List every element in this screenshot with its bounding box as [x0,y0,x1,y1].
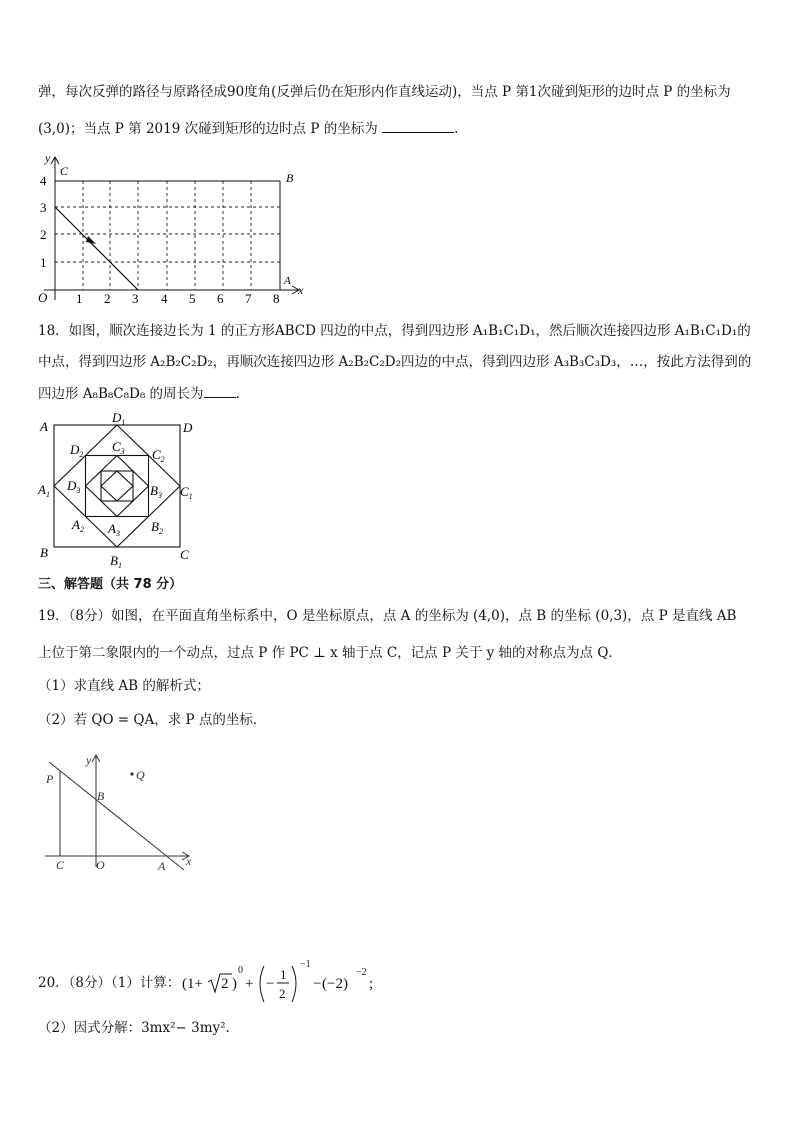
term1-close: ) [232,976,237,992]
square-A5B5C5D5 [101,471,133,501]
label-D1: $D_1$ [112,410,126,427]
answer-blank-17[interactable] [382,118,454,133]
label-A2: $A_2$ [72,517,84,534]
label-A: A [40,419,48,434]
q17-line2-text: ；当点 P 第 2019 次碰到矩形的边时点 P 的坐标为 [70,121,378,137]
label-B3: $B_3$ [150,483,162,500]
q20-part2: （2）因式分解：3mx²− 3my². [38,1020,230,1036]
square-A2B2C2D2 [86,456,149,517]
expression-end: ; [369,976,374,992]
minus-sign: − [313,976,322,992]
point-Q [130,772,133,775]
path-segment [55,207,138,290]
label-A1: $A_1$ [38,482,50,499]
x-tick-8: 8 [273,291,280,306]
q17-line2 [38,118,458,139]
q19-line1: 19．（8分）如图，在平面直角坐标系中，O 是坐标原点，点 A 的坐标为 (4,0)，点 B 的坐标 (0,3)，点 P 是直线 AB [38,608,737,624]
term3-exponent: −2 [356,967,367,978]
line-AB [49,762,184,870]
section-heading: 三、解答题（共 78 分） [38,577,183,592]
q18-period: . [235,386,240,402]
label-B1: $B_1$ [110,553,122,570]
term1-open: (1+ [182,976,203,992]
figure-19-coordinate [40,752,210,877]
label-B: B [40,545,48,560]
q18-line1: 18．如图，顺次连接边长为 1 的正方形ABCD 四边的中点，得到四边形 A₁B₁C₁D₁，然后顺次连接四边形 A₁B₁C₁D₁的 [38,323,751,339]
figure-17-grid [30,150,320,310]
square-A4B4C4D4 [101,471,133,501]
x-tick-1: 1 [76,291,83,306]
q17-line1: 弹，每次反弹的路径与原路径成90度角(反弹后仍在矩形内作直线运动)，当点 P 第1次碰到矩形的边时点 P 的坐标为 [38,84,731,100]
label-D3: $D_3$ [67,478,81,495]
fraction-denominator: 2 [279,986,286,1001]
rectangle-OABC [55,181,280,290]
figure-18-nested-squares [30,410,210,572]
x-tick-4: 4 [161,291,168,306]
q19-part2: （2）若 QO = QA，求 P 点的坐标． [38,712,267,728]
left-paren-large [260,966,264,1002]
q19-part1: （1）求直线 AB 的解析式； [38,678,210,694]
label-C3: $C_3$ [112,439,125,456]
fraction-numerator: 1 [280,967,287,982]
x-axis-label: x [298,283,304,297]
label-A: A [158,859,166,873]
label-D2: $D_2$ [70,442,84,459]
y-tick-labels [40,173,47,270]
x-tick-6: 6 [217,291,224,306]
y-label: y [86,753,92,767]
x-tick-3: 3 [132,291,139,306]
label-C: C [56,858,65,872]
y-tick-2: 2 [40,227,47,242]
x-tick-5: 5 [189,291,196,306]
plus-sign: + [245,976,254,992]
label-D: D [183,420,193,435]
label-B: B [97,789,105,803]
q18-line2: 中点，得到四边形 A₂B₂C₂D₂，再顺次连接四边形 A₂B₂C₂D₂四边的中点，得到四边形 A₃B₃C₃D₃，…，按此方法得到的 [38,354,752,370]
label-B: B [286,171,294,185]
q18-line3 [38,383,240,404]
x-tick-labels [76,291,280,306]
label-A: A [284,275,291,287]
label-C1: $C_1$ [180,484,193,501]
direction-arrow [86,236,96,244]
label-C: C [60,164,69,178]
y-tick-3: 3 [40,200,47,215]
term1-exponent: 0 [238,965,243,976]
square-A3B3C3D3 [86,456,149,517]
q19-line2: 上位于第二象限内的一个动点，过点 P 作 PC ⊥ x 轴于点 C，记点 P 关于 y 轴的对称点为点 Q． [38,645,622,661]
fraction-sign: − [266,976,275,992]
y-axis-label: y [45,151,51,165]
y-tick-1: 1 [40,255,47,270]
label-O: O [96,858,105,872]
y-tick-4: 4 [40,173,47,188]
q20-line1: 20．（8分）（1）计算： [38,975,181,991]
term1-radicand: 2 [221,976,229,992]
q17-coord: (3,0) [38,121,71,137]
label-C: C [180,547,189,562]
term3: (−2) [322,976,348,992]
x-label: x [186,854,192,868]
q20-expression [180,958,380,1008]
label-B2: $B_2$ [151,519,163,536]
label-Q: Q [136,768,145,782]
label-A3: $A_3$ [108,521,120,538]
answer-blank-18[interactable] [204,383,236,398]
x-tick-7: 7 [245,291,252,306]
right-paren-large [292,966,296,1002]
label-C2: $C_2$ [152,447,165,464]
origin-label: O [38,290,48,305]
x-tick-2: 2 [104,291,111,306]
grid-lines [55,181,280,290]
q18-line3-text: 四边形 A₈B₈C₈D₈ 的周长为 [38,386,204,402]
label-P: P [46,772,54,786]
term2-exponent: −1 [300,959,311,970]
q17-period: . [454,121,459,137]
